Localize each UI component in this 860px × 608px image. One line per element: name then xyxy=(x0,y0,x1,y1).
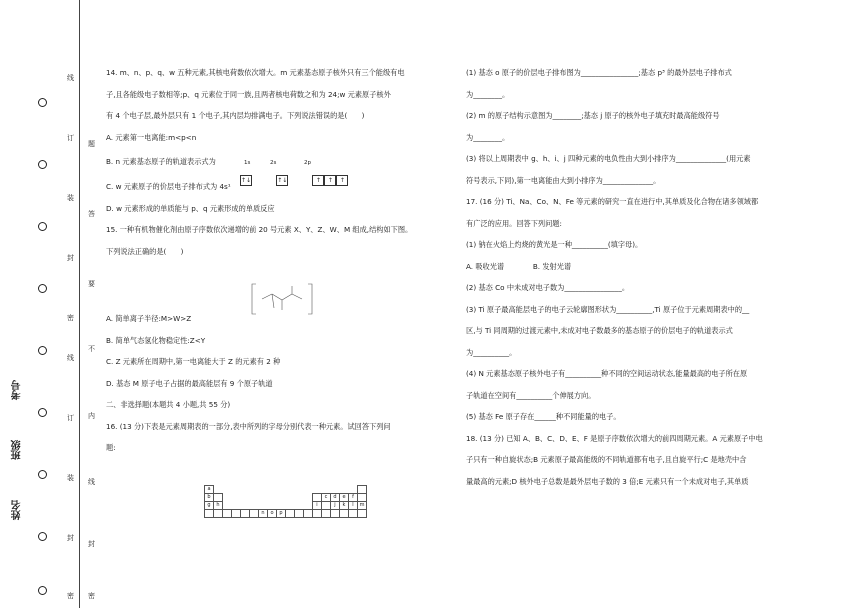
element-cell: g xyxy=(205,502,214,510)
element-cell: k xyxy=(340,502,349,510)
q14-option: D. w 元素形成的单质能与 p、q 元素形成的单质反应 xyxy=(106,203,275,213)
binding-circle xyxy=(38,532,47,541)
binding-line xyxy=(79,0,80,608)
seal-char: 封 xyxy=(67,534,74,542)
left-column xyxy=(106,62,446,459)
question-line: 子轨道在空间有__________个伸展方向。 xyxy=(466,390,596,400)
orbital-box: ↑ xyxy=(312,175,324,186)
element-cell: c xyxy=(322,494,331,502)
element-cell: n xyxy=(259,510,268,518)
question-line: (2) m 的原子结构示意图为________;基态 j 原子的核外电子填充时最高能级符号 xyxy=(466,111,720,120)
right-column xyxy=(466,62,826,492)
seal-char: 装 xyxy=(67,194,74,202)
element-cell: i xyxy=(313,502,322,510)
question-line: (4) N 元素基态原子核外电子有__________种不同的空间运动状态,能量最高的电子所在原 xyxy=(466,369,748,378)
inner-char: 答 xyxy=(88,210,95,218)
molecular-structure-figure xyxy=(248,280,318,318)
element-cell xyxy=(241,510,250,518)
element-cell: p xyxy=(277,510,286,518)
element-cell xyxy=(304,510,313,518)
element-cell: h xyxy=(214,502,223,510)
q14-line: 14. m、n、p、q、w 五种元素,其核电荷数依次增大。m 元素基态原子核外只有三个能级有电 xyxy=(106,68,405,77)
element-cell xyxy=(232,510,241,518)
binding-circle xyxy=(38,586,47,595)
element-cell: m xyxy=(358,502,367,510)
inner-char: 内 xyxy=(88,412,95,420)
seal-char: 密 xyxy=(67,592,74,600)
q15-option: D. 基态 M 原子电子占据的最高能层有 9 个原子轨道 xyxy=(106,378,273,388)
question-line: 量最高的元素;D 核外电子总数是最外层电子数的 3 倍;E 元素只有一个未成对电子,其单质 xyxy=(466,476,749,486)
element-cell xyxy=(313,494,322,502)
seal-char: 订 xyxy=(67,134,74,142)
orbital-box: ↑ xyxy=(336,175,348,186)
binding-circle xyxy=(38,222,47,231)
name-label: 姓名 xyxy=(12,500,23,520)
seal-char: 订 xyxy=(67,414,74,422)
question-line: (3) 将以上周期表中 g、h、i、j 四种元素的电负性由大到小排序为______________(用元素 xyxy=(466,154,751,163)
question-line: 区,与 Ti 同周期的过渡元素中,未成对电子数最多的基态原子的价层电子的轨道表示式 xyxy=(466,326,733,335)
element-cell xyxy=(358,494,367,502)
q15-option: B. 简单气态氢化物稳定性:Z<Y xyxy=(106,335,206,345)
element-cell xyxy=(313,510,322,518)
binding-circle xyxy=(38,98,47,107)
element-cell xyxy=(349,510,358,518)
element-cell xyxy=(214,510,223,518)
element-cell: a xyxy=(205,486,214,494)
inner-char: 密 xyxy=(88,592,95,600)
orbital-box: ↑↓ xyxy=(241,177,252,184)
section-heading: 二、非选择题(本题共 4 小题,共 55 分) xyxy=(106,400,231,409)
element-cell xyxy=(322,502,331,510)
element-cell: l xyxy=(349,502,358,510)
orbital-label: 2p xyxy=(304,160,311,166)
q14-line: 子,且各能级电子数相等;p、q 元素位于同一族,且两者核电荷数之和为 24;w 元素原子核外 xyxy=(106,89,391,99)
seal-char: 装 xyxy=(67,474,74,482)
element-cell xyxy=(295,510,304,518)
question-line: 为__________。 xyxy=(466,347,517,357)
q15-line: 下列说法正确的是( ) xyxy=(106,246,184,256)
orbital-box: ↑↓ xyxy=(277,177,288,184)
inner-char: 封 xyxy=(88,540,95,548)
element-cell: d xyxy=(331,494,340,502)
question-line: 为________。 xyxy=(466,89,510,99)
element-cell xyxy=(250,510,259,518)
seal-char: 线 xyxy=(67,354,74,362)
seal-char: 封 xyxy=(67,254,74,262)
seal-char: 密 xyxy=(67,314,74,322)
element-cell xyxy=(358,486,367,494)
question-line: (1) 钠在火焰上灼烧的黄光是一种__________(填字母)。 xyxy=(466,240,643,249)
element-cell xyxy=(358,510,367,518)
q16-line: 16. (13 分)下表是元素周期表的一部分,表中所列的字母分别代表一种元素。试回答下列问 xyxy=(106,421,391,431)
binding-circle xyxy=(38,160,47,169)
q15-option: C. Z 元素所在周期中,第一电离能大于 Z 的元素有 2 种 xyxy=(106,357,281,366)
question-line: 18. (13 分) 已知 A、B、C、D、E、F 是原子序数依次增大的前四周期元素。A 元素原子中电 xyxy=(466,433,763,443)
binding-circle xyxy=(38,284,47,293)
binding-margin xyxy=(0,0,95,608)
orbital-label: 2s xyxy=(270,160,277,166)
question-line: 子只有一种自旋状态;B 元素原子最高能级的不同轨道都有电子,且自旋平行;C 是地壳中含 xyxy=(466,455,747,464)
q15-line: 15. 一种有机物催化剂由原子序数依次递增的前 20 号元素 X、Y、Z、W、M 组成,结构如下图。 xyxy=(106,225,413,234)
question-line: 17. (16 分) Ti、Na、Co、N、Fe 等元素的研究一直在进行中,其单质及化合物在诸多领域都 xyxy=(466,197,759,206)
element-cell: j xyxy=(331,502,340,510)
element-cell xyxy=(205,510,214,518)
question-line: 为________。 xyxy=(466,132,510,142)
question-line: (2) 基态 Co 中未成对电子数为________________。 xyxy=(466,283,630,292)
element-cell: f xyxy=(349,494,358,502)
orbital-box: ↑ xyxy=(324,175,336,186)
question-line: 有广泛的应用。回答下列问题: xyxy=(466,218,562,228)
exam-number-label: 考号 xyxy=(12,380,23,400)
element-cell xyxy=(331,510,340,518)
element-cell: e xyxy=(340,494,349,502)
inner-char: 题 xyxy=(88,140,95,148)
q14-option: A. 元素第一电离能:m<p<n xyxy=(106,132,197,142)
element-cell xyxy=(286,510,295,518)
q14-option: C. w 元素原子的价层电子排布式为 4s¹ xyxy=(106,182,231,191)
element-cell xyxy=(214,494,223,502)
seal-char: 线 xyxy=(67,74,74,82)
question-line: A. 吸收光谱 B. 发射光谱 xyxy=(466,261,572,271)
question-line: 符号表示,下同),第一电离能由大到小排序为______________。 xyxy=(466,175,661,185)
element-cell: b xyxy=(205,494,214,502)
q14-option: B. n 元素基态原子的轨道表示式为 xyxy=(106,157,216,166)
inner-char: 不 xyxy=(88,345,95,353)
element-cell xyxy=(322,510,331,518)
element-cell xyxy=(340,510,349,518)
inner-char: 要 xyxy=(88,280,95,288)
binding-circle xyxy=(38,346,47,355)
q15-option: A. 简单离子半径:M>W>Z xyxy=(106,314,192,323)
binding-circle xyxy=(38,470,47,479)
element-cell: o xyxy=(268,510,277,518)
q16-line: 题: xyxy=(106,443,116,452)
question-line: (3) Ti 原子最高能层电子的电子云轮廓图形状为__________,Ti 原子位于元素周期表中的__ xyxy=(466,304,750,314)
element-cell xyxy=(223,510,232,518)
orbital-label: 1s xyxy=(244,160,251,166)
binding-circle xyxy=(38,408,47,417)
class-label: 班级 xyxy=(12,440,23,460)
q14-line: 有 4 个电子层,最外层只有 1 个电子,其内层均排满电子。下列说法错误的是( ) xyxy=(106,111,365,120)
inner-char: 线 xyxy=(88,478,95,486)
periodic-table-fragment xyxy=(204,485,367,518)
question-line: (1) 基态 o 原子的价层电子排布图为________________;基态 p³ 的最外层电子排布式 xyxy=(466,68,732,77)
question-line: (5) 基态 Fe 原子存在______种不同能量的电子。 xyxy=(466,412,621,421)
